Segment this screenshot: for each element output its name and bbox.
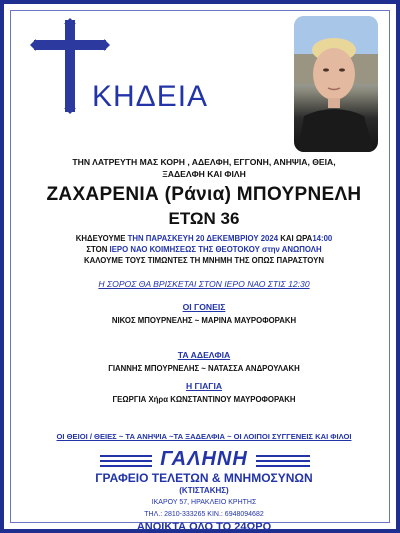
service-line-2	[4, 244, 400, 255]
parents-title: ΟΙ ΓΟΝΕΙΣ	[182, 302, 226, 312]
funeral-home-phones: ΤΗΛ.: 2810-333265 ΚΙΝ.: 6948094682	[144, 511, 264, 518]
invite-line: ΚΑΛΟΥΜΕ ΤΟΥΣ ΤΙΜΩΝΤΕΣ ΤΗ ΜΝΗΜΗ ΤΗΣ ΟΠΩΣ ΠΑΡΑΣΤΟΥΝ	[84, 256, 324, 265]
funeral-home-address: ΙΚΑΡΟΥ 57, ΗΡΑΚΛΕΙΟ ΚΡΗΤΗΣ	[151, 499, 257, 506]
deceased-name: ΖΑΧΑΡΕΝΙΑ (Ράνια) ΜΠΟΥΡΝΕΛΗ	[46, 184, 362, 205]
church-name: ΙΕΡΟ ΝΑΟ ΚΟΙΜΗΣΕΩΣ ΤΗΣ ΘΕΟΤΟΚΟΥ	[109, 245, 260, 254]
grandmother-name: ΓΕΩΡΓΙΑ Χήρα ΚΩΝΣΤΑΝΤΙΝΟΥ ΜΑΥΡΟΦΟΡΑΚΗ	[112, 395, 296, 404]
deceased-age: ΕΤΩΝ 36	[168, 209, 240, 228]
body-note: Η ΣΟΡΟΣ ΘΑ ΒΡΙΣΚΕΤΑΙ ΣΤΟΝ ΙΕΡΟ ΝΑΟ ΣΤΙΣ 12:30	[98, 279, 310, 289]
service-prefix: ΚΗΔΕΥΟΥΜΕ	[75, 234, 126, 243]
service-date: ΤΗΝ ΠΑΡΑΣΚΕΥΗ 20 ΔΕΚΕΜΒΡΙΟΥ 2024	[127, 234, 279, 243]
siblings-title: ΤΑ ΑΔΕΛΦΙΑ	[177, 350, 231, 360]
portrait-photo	[294, 16, 378, 152]
church-prefix: ΣΤΟΝ	[86, 245, 108, 254]
intro-line-1: ΤΗΝ ΛΑΤΡΕΥΤΗ ΜΑΣ ΚΟΡΗ , ΑΔΕΛΦΗ, ΕΓΓΟΝΗ, ΑΝΗΨΙΑ, ΘΕΙΑ,	[72, 157, 336, 167]
service-details	[4, 233, 400, 266]
service-line-1	[4, 233, 400, 244]
funeral-home-hours: ΑΝΟΙΚΤΑ ΟΛΟ ΤΟ 24ΩΡΟ	[136, 521, 272, 533]
intro-text	[4, 156, 400, 180]
grandmother-title: Η ΓΙΑΓΙΑ	[185, 381, 223, 391]
logo-name: ΓΑΛΗΝΗ	[152, 448, 256, 470]
church-location: στην ΑΝΩΠΟΛΗ	[261, 245, 322, 254]
funeral-home-owner: (ΚΤΙΣΤΑΚΗΣ)	[179, 486, 229, 495]
funeral-home-name: ΓΡΑΦΕΙΟ ΤΕΛΕΤΩΝ & ΜΝΗΜΟΣΥΝΩΝ	[95, 471, 313, 485]
funeral-home-logo	[4, 448, 400, 471]
relatives-line: ΟΙ ΘΕΙΟΙ / ΘΕΙΕΣ ~ ΤΑ ΑΝΗΨΙΑ ~ΤΑ ΞΑΔΕΛΦΙΑ ~ ΟΙ ΛΟΙΠΟΙ ΣΥΓΓΕΝΕΙΣ ΚΑΙ ΦΙΛΟΙ	[56, 432, 352, 441]
notice-title: ΚΗΔΕΙΑ	[92, 80, 209, 113]
service-time-prefix: ΚΑΙ ΩΡΑ	[280, 234, 313, 243]
intro-line-2: ΞΑΔΕΛΦΗ ΚΑΙ ΦΙΛΗ	[162, 169, 246, 179]
service-time: 14:00	[312, 234, 333, 243]
parents-names: ΝΙΚΟΣ ΜΠΟΥΡΝΕΛΗΣ ~ ΜΑΡΙΝΑ ΜΑΥΡΟΦΟΡΑΚΗ	[111, 316, 297, 325]
siblings-names: ΓΙΑΝΝΗΣ ΜΠΟΥΡΝΕΛΗΣ ~ ΝΑΤΑΣΣΑ ΑΝΔΡΟΥΛΑΚΗ	[108, 364, 300, 373]
